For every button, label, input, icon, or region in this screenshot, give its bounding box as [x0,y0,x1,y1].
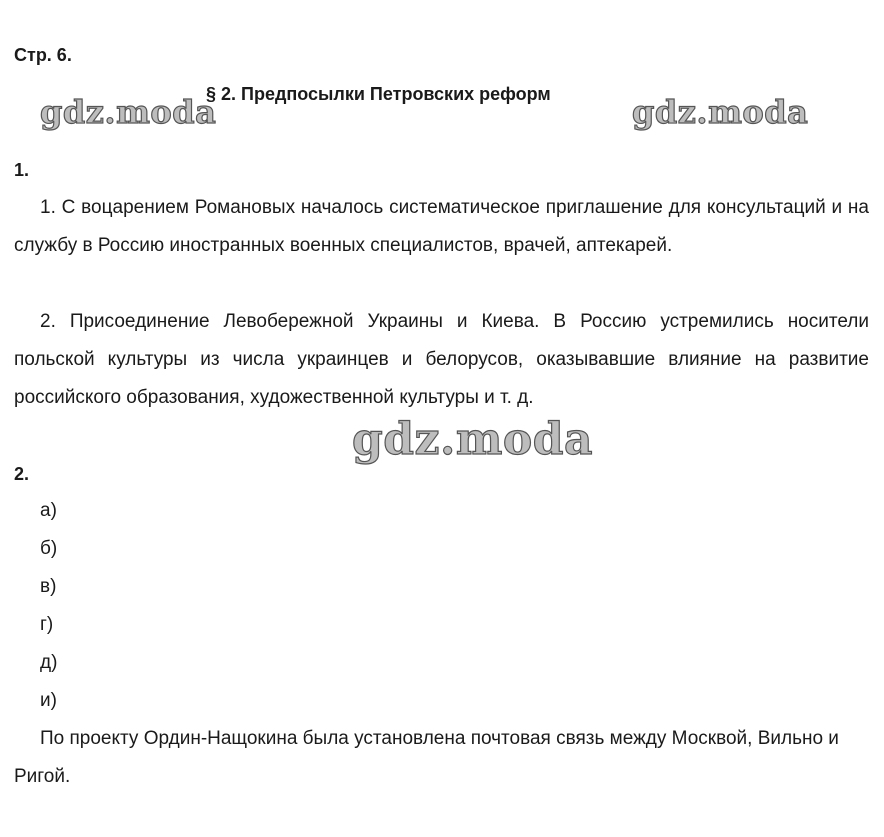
answer-item: д) [40,652,58,673]
answer-item: и) [40,690,57,711]
page-reference: Стр. 6. [14,45,72,65]
task-2-number: 2. [14,464,30,484]
watermark-logo: gdz.moda [352,414,594,465]
task-2-paragraph: По проекту Ордин-Нащокина была установлена почтовая связь между Москвой, Вильно и Ригой. [14,728,839,787]
task-1-paragraph-2: 2. Присоединение Левобережной Украины и Киева. В Россию устремились носители польской культуры из числа украинцев и белорусов, оказывавшие влияние на развитие российского образования, художественной культуры и т. д. [14,311,869,408]
watermark-logo: gdz.moda [632,93,809,131]
task-1-number: 1. [14,160,30,180]
section-title: § 2. Предпосылки Петровских реформ [206,84,551,104]
watermark-logo: gdz.moda [40,93,217,131]
answer-list [40,492,57,720]
task-1-paragraph-1: 1. С воцарением Романовых началось систематическое приглашение для консультаций и на службу в Россию иностранных военных специалистов, врачей, аптекарей. [14,197,869,256]
answer-item: б) [40,538,58,559]
answer-item: в) [40,576,57,597]
answer-item: г) [40,614,54,635]
answer-item: а) [40,500,57,521]
